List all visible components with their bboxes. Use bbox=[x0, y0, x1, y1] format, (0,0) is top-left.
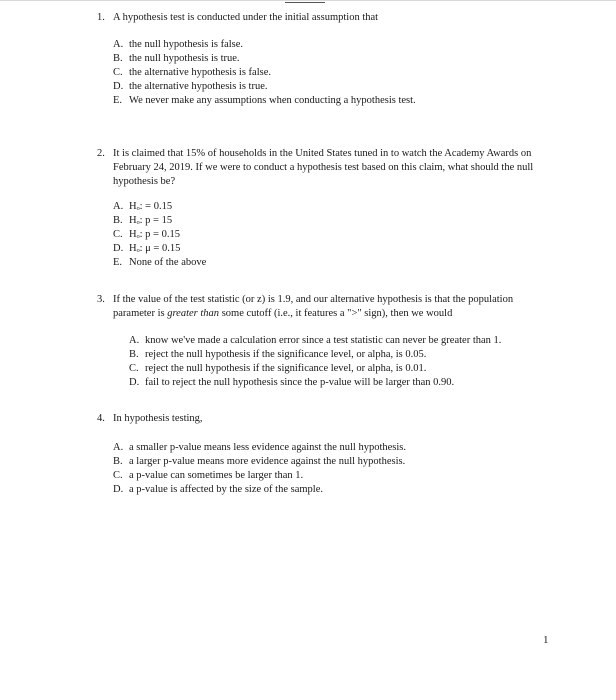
question-4 bbox=[97, 412, 557, 497]
option-a: A. the null hypothesis is false. bbox=[113, 39, 244, 50]
header-fragment bbox=[285, 0, 325, 3]
emphasis-text: greater than bbox=[167, 308, 220, 319]
option-c: C. reject the null hypothesis if the significance level, or alpha, is 0.01. bbox=[129, 362, 427, 374]
question-text: A hypothesis test is conducted under the initial assumption that bbox=[113, 12, 379, 23]
option-b: B. a larger p-value means more evidence against the null hypothesis. bbox=[113, 455, 406, 467]
option-e: E. None of the above bbox=[113, 256, 207, 268]
page-number: 1 bbox=[543, 634, 549, 646]
question-2 bbox=[97, 147, 557, 270]
question-text: If the value of the test statistic (or z) is 1.9, and our alternative hypothesis is that the population parameter is greater than some cutoff (i.e., it features a ">" sign), then we would bbox=[113, 294, 514, 319]
option-c: C. Hₒ: p = 0.15 bbox=[113, 228, 180, 240]
question-text: In hypothesis testing, bbox=[113, 413, 203, 424]
option-e: E. We never make any assumptions when conducting a hypothesis test. bbox=[113, 94, 416, 106]
option-a: A. Hₒ: = 0.15 bbox=[113, 201, 173, 212]
option-a: A. know we've made a calculation error since a test statistic can never be greater than 1. bbox=[129, 335, 502, 346]
option-b: B. Hₒ: p = 15 bbox=[113, 214, 173, 226]
option-c: C. a p-value can sometimes be larger than 1. bbox=[113, 469, 304, 481]
option-d: D. fail to reject the null hypothesis since the p-value will be larger than 0.90. bbox=[129, 376, 455, 388]
option-d: D. a p-value is affected by the size of the sample. bbox=[113, 483, 323, 495]
question-1 bbox=[97, 11, 557, 108]
option-d: D. Hₒ: μ = 0.15 bbox=[113, 242, 181, 254]
question-number: 4. bbox=[97, 413, 105, 424]
question-3 bbox=[97, 293, 552, 390]
option-d: D. the alternative hypothesis is true. bbox=[113, 80, 268, 92]
option-b: B. the null hypothesis is true. bbox=[113, 52, 240, 64]
option-c: C. the alternative hypothesis is false. bbox=[113, 66, 272, 78]
question-text: It is claimed that 15% of households in the United States tuned in to watch the Academy Awards on February 24, 2019. If we were to conduct a hypothesis test based on this claim, what should the null hypothesis be? bbox=[113, 148, 534, 187]
option-a: A. a smaller p-value means less evidence against the null hypothesis. bbox=[113, 442, 407, 453]
question-number: 2. bbox=[97, 148, 105, 159]
question-number: 3. bbox=[97, 294, 105, 305]
option-b: B. reject the null hypothesis if the significance level, or alpha, is 0.05. bbox=[129, 348, 427, 360]
question-number: 1. bbox=[97, 12, 105, 23]
